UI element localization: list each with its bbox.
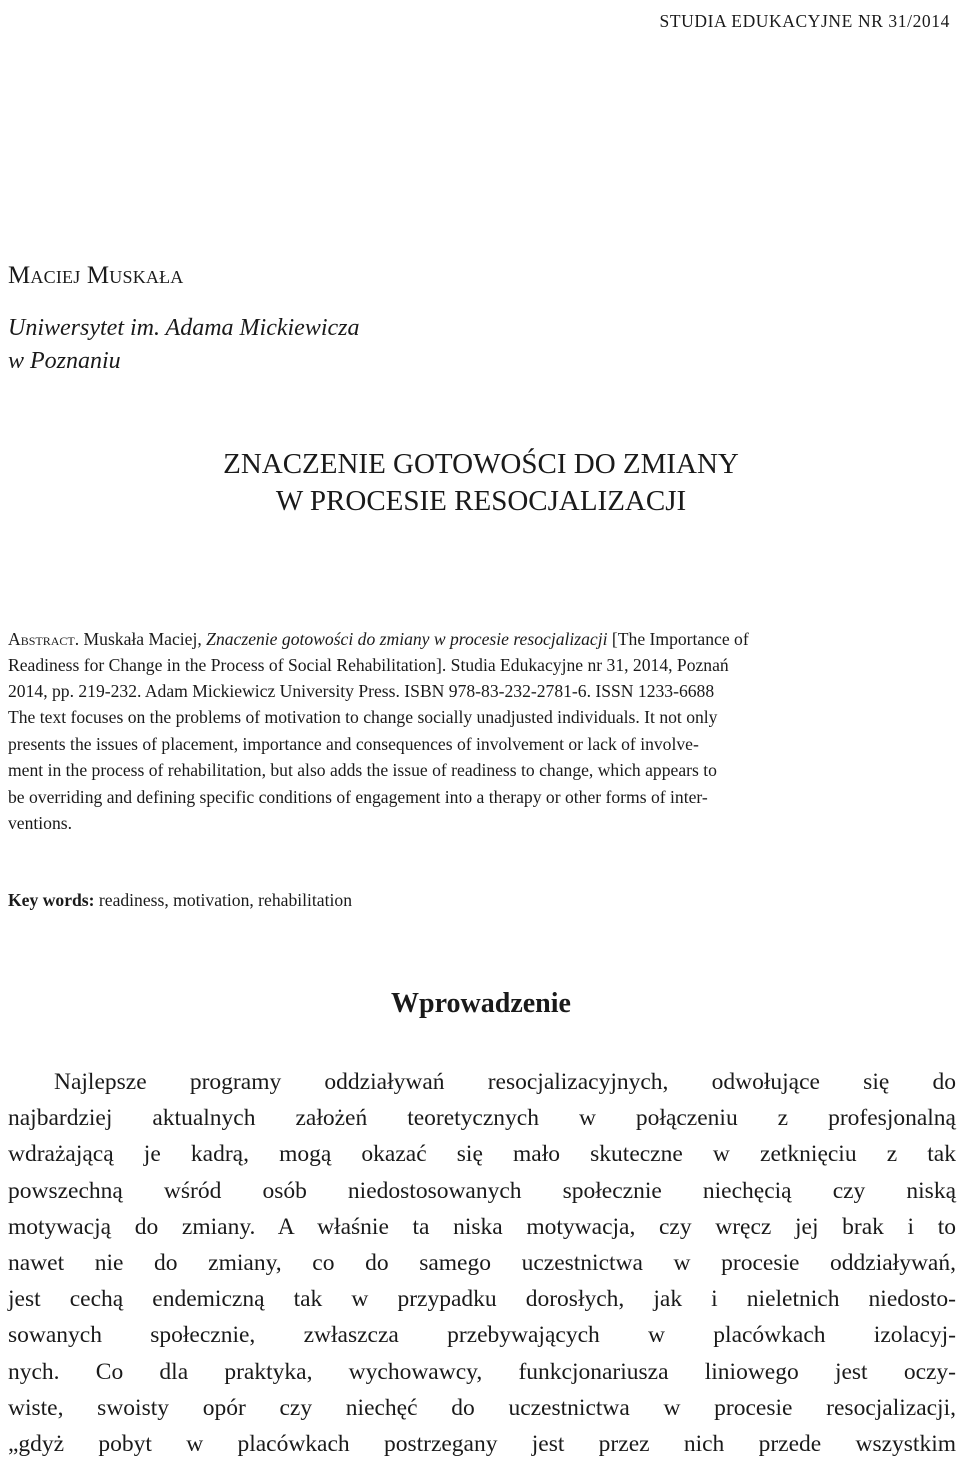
keywords-label: Key words: bbox=[8, 890, 95, 910]
body-line: wiste, swoisty opór czy niechęć do uczestnictwa w procesie resocjalizacji, bbox=[8, 1394, 956, 1421]
body-line: sowanych społecznie, zwłaszcza przebywających w placówkach izolacyj- bbox=[8, 1322, 956, 1349]
body-line: wdrażającą je kadrą, mogą okazać się mało skuteczne w zetknięciu z tak bbox=[8, 1141, 956, 1168]
abstract-line bbox=[8, 626, 956, 652]
title-line: W PROCESIE RESOCJALIZACJI bbox=[275, 485, 687, 517]
body-line: nawet nie do zmiany, co do samego uczestnictwa w procesie oddziaływań, bbox=[8, 1249, 956, 1276]
summary-line: presents the issues of placement, importance and consequences of involvement or lack of involve- bbox=[8, 733, 699, 754]
body-line: Najlepsze programy oddziaływań resocjalizacyjnych, odwołujące się do bbox=[54, 1069, 956, 1095]
abstract-citation-text: [The Importance of bbox=[607, 629, 749, 649]
affiliation-line: w Poznaniu bbox=[8, 348, 121, 374]
abstract-label: Abstract bbox=[8, 629, 75, 649]
summary-line: ment in the process of rehabilitation, but also adds the issue of readiness to change, which appears to bbox=[8, 760, 717, 781]
keywords bbox=[8, 890, 352, 911]
summary-line: be overriding and defining specific conditions of engagement into a therapy or other forms of inter- bbox=[8, 786, 708, 807]
author-affiliation bbox=[8, 312, 360, 378]
body-line: „gdyż pobyt w placówkach postrzegany jest przez nich przede wszystkim bbox=[8, 1430, 956, 1457]
author-name: Maciej Muskała bbox=[8, 262, 184, 289]
abstract-line: Readiness for Change in the Process of Social Rehabilitation]. Studia Edukacyjne nr 31, 2014, Poznań bbox=[8, 655, 729, 675]
running-head: STUDIA EDUKACYJNE NR 31/2014 bbox=[659, 11, 950, 31]
body-line: powszechną wśród osób niedostosowanych społecznie niechęcią czy niską bbox=[8, 1177, 956, 1204]
section-heading: Wprowadzenie bbox=[391, 988, 571, 1019]
abstract-line: 2014, pp. 219-232. Adam Mickiewicz University Press. ISBN 978-83-232-2781-6. ISSN 1233-6688 bbox=[8, 681, 715, 701]
title-line: ZNACZENIE GOTOWOŚCI DO ZMIANY bbox=[223, 448, 739, 480]
keywords-value: readiness, motivation, rehabilitation bbox=[94, 890, 352, 910]
body-line: jest cechą endemiczną tak w przypadku dorosłych, jak i nieletnich niedosto- bbox=[8, 1286, 956, 1313]
abstract-citation bbox=[8, 626, 956, 704]
affiliation-line: Uniwersytet im. Adama Mickiewicza bbox=[8, 315, 360, 341]
body-paragraph bbox=[8, 1064, 956, 1462]
document-page bbox=[8, 0, 954, 1460]
abstract-polish-title: Znaczenie gotowości do zmiany w procesie resocjalizacji bbox=[206, 629, 608, 649]
body-line: najbardziej aktualnych założeń teoretycznych w połączeniu z profesjonalną bbox=[8, 1105, 956, 1132]
body-line: nych. Co dla praktyka, wychowawcy, funkcjonariusza liniowego jest oczy- bbox=[8, 1358, 956, 1385]
body-line: motywacją do zmiany. A właśnie ta niska motywacja, czy wręcz jej brak i to bbox=[8, 1213, 956, 1240]
summary-line: ventions. bbox=[8, 813, 73, 834]
article-title bbox=[8, 446, 954, 520]
abstract-citation-text: . Muskała Maciej, bbox=[74, 629, 207, 649]
abstract-summary bbox=[8, 704, 956, 837]
summary-line: The text focuses on the problems of motivation to change socially unadjusted individuals. It not only bbox=[8, 707, 718, 727]
